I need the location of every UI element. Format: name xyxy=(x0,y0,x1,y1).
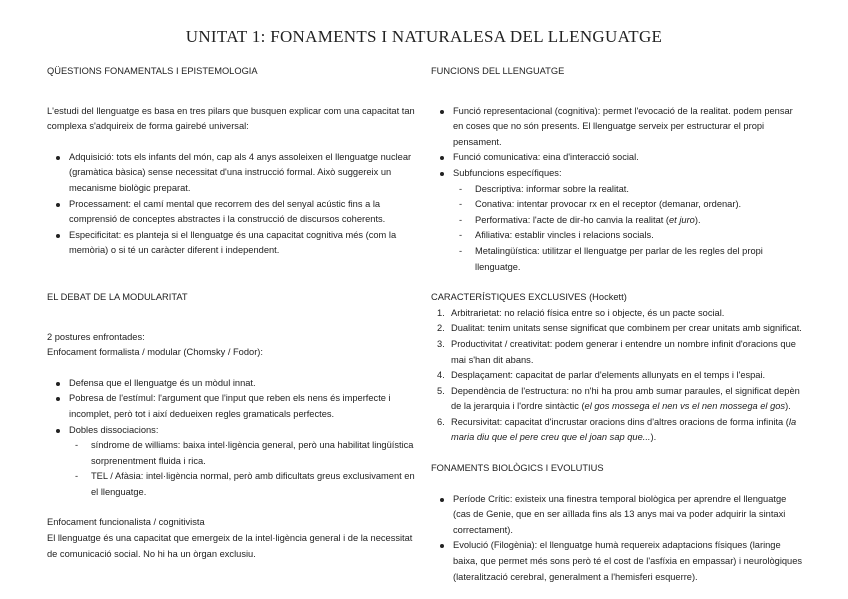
list-item: 2. Dualitat: tenim unitats sense significat que combinem per crear unitats amb significat. xyxy=(437,323,802,334)
list-item: Funció representacional (cognitiva): permet l'evocació de la realitat. podem pensar en coses que no són presents. El llenguatge serveix per estructurar el propi pensament. xyxy=(453,104,803,151)
biology-list xyxy=(431,492,803,586)
section-heading-questions: QÜESTIONS FONAMENTALS I EPISTEMOLOGIA xyxy=(47,66,258,76)
functionalist-heading: Enfocament funcionalista / cognitivista xyxy=(47,517,205,528)
performative-text: Performativa: l'acte de dir-ho canvia la realitat ( xyxy=(475,214,669,225)
list-item-text: Dependència de l'estructura: no n'hi ha prou amb sumar paraules, el significat depèn de la jerarquia i l'ordre sintàctic ( xyxy=(451,385,800,412)
structure-example: el gos mossega el nen vs el nen mossega el gos xyxy=(584,401,786,412)
list-item: Adquisició: tots els infants del món, cap als 4 anys assoleixen el llenguatge nuclear (gramàtica bàsica) sense necessitat d'una instrucció formal. Això suggereix un mecanisme biològic preparat. xyxy=(69,150,417,197)
list-item: Processament: el camí mental que recorrem des del senyal acústic fins a la comprensió de conceptes abstractes i la construcció de discursos coherents. xyxy=(69,197,417,228)
hockett-list xyxy=(431,306,803,446)
list-item: 5. Dependència de l'estructura: no n'hi ha prou amb sumar paraules, el significat depèn de la jerarquia i l'ordre sintàctic (el gos mossega el nen vs el nen mossega el gos). xyxy=(437,385,800,412)
modularity-intro: 2 postures enfrontades: xyxy=(47,331,145,342)
right-column xyxy=(431,64,803,585)
list-item: Pobresa de l'estímul: l'argument que l'input que reben els nens és imperfecte i incomplet, però tot i així dedueixen regles gramaticals perfectes. xyxy=(69,391,417,422)
modularity-formalist-heading: Enfocament formalista / modular (Chomsky / Fodor): xyxy=(47,347,263,358)
list-item: Funció comunicativa: eina d'interacció social. xyxy=(453,150,803,166)
sub-list-item: - TEL / Afàsia: intel·ligència normal, però amb dificultats greus exclusivament en el llenguatge. xyxy=(91,469,417,500)
section-heading-hockett: CARACTERÍSTIQUES EXCLUSIVES (Hockett) xyxy=(431,292,627,303)
list-item: Període Crític: existeix una finestra temporal biològica per aprendre el llenguatge (cas de Genie, que en ser aïllada fins als 13 anys mai va poder adquirir la sintaxi correctament). xyxy=(453,492,803,539)
performative-end: ). xyxy=(694,214,701,225)
list-item-text: Dualitat: tenim unitats sense significat que combinem per crear unitats amb significat. xyxy=(451,323,802,334)
list-item-label: Dobles dissociacions: xyxy=(69,424,159,435)
sub-list-item: - Metalingüística: utilitzar el llenguatge per parlar de les regles del propi llenguatge. xyxy=(475,244,803,275)
sub-list-item: - Descriptiva: informar sobre la realitat. xyxy=(475,182,803,198)
sub-list-item: - Afiliativa: establir vincles i relacions socials. xyxy=(475,228,803,244)
list-item-text: Desplaçament: capacitat de parlar d'elements allunyats en el temps i l'espai. xyxy=(451,370,766,381)
list-item-end: ). xyxy=(650,432,657,443)
section-heading-modularity: EL DEBAT DE LA MODULARITAT xyxy=(47,291,188,302)
list-item xyxy=(453,166,803,275)
modularity-list xyxy=(47,376,417,501)
functions-list xyxy=(431,104,803,276)
list-item-text: Productivitat / creativitat: podem generar i entendre un nombre infinit d'oracions que mai s'han dit abans. xyxy=(451,338,796,365)
list-item-label: Subfuncions específiques: xyxy=(453,167,562,178)
sub-list-item xyxy=(475,213,803,229)
list-item: Defensa que el llenguatge és un mòdul innat. xyxy=(69,376,417,392)
questions-intro: L'estudi del llenguatge es basa en tres pilars que busquen explicar com una capacitat tan complexa s'adquireix de forma gairebé universal: xyxy=(47,105,415,132)
left-column xyxy=(47,64,417,562)
sub-list-item: - síndrome de williams: baixa intel·ligència general, però una habilitat lingüística sorprenentment fluida i rica. xyxy=(91,438,417,469)
list-item: Especificitat: es planteja si el llenguatge és una capacitat cognitiva més (com la memòria) o si té un caràcter diferent i independent. xyxy=(69,228,417,259)
list-item-end: ). xyxy=(785,401,791,412)
list-item: 4. Desplaçament: capacitat de parlar d'elements allunyats en el temps i l'espai. xyxy=(437,370,766,381)
section-heading-biology: FONAMENTS BIOLÒGICS I EVOLUTIUS xyxy=(431,463,604,474)
questions-list xyxy=(47,150,417,259)
list-item: Evolució (Filogènia): el llenguatge humà requereix adaptacions físiques (laringe baixa, que permet més sons però té el cost de l'asfíxia en empassar) i neurològiques (lateralització cerebral, generalment a l'hemisferi esquerre). xyxy=(453,538,803,585)
list-item: 3. Productivitat / creativitat: podem generar i entendre un nombre infinit d'oracions que mai s'han dit abans. xyxy=(437,338,796,365)
performative-example: et juro xyxy=(669,214,695,225)
sub-list-item: - Conativa: intentar provocar rx en el receptor (demanar, ordenar). xyxy=(475,197,803,213)
list-item-text: Arbitrarietat: no relació física entre so i objecte, és un pacte social. xyxy=(451,307,725,318)
subfunctions-sublist xyxy=(453,182,803,276)
recursion-example: la maria diu que el pere creu que el joan sap que... xyxy=(451,416,797,443)
list-item-text: Recursivitat: capacitat d'incrustar oracions dins d'altres oracions de forma infinita ( xyxy=(451,416,789,427)
list-item: 6. Recursivitat: capacitat d'incrustar oracions dins d'altres oracions de forma infinita (la maria diu que el pere creu que el joan sap que...). xyxy=(437,416,797,443)
functionalist-text: El llenguatge és una capacitat que emergeix de la intel·ligència general i de la necessitat de comunicació social. No hi ha un òrgan exclusiu. xyxy=(47,533,413,559)
dissociations-sublist xyxy=(69,438,417,500)
list-item xyxy=(69,423,417,501)
section-heading-functions: FUNCIONS DEL LLENGUATGE xyxy=(431,66,565,76)
list-item: 1. Arbitrarietat: no relació física entre so i objecte, és un pacte social. xyxy=(437,307,725,318)
page-title: UNITAT 1: FONAMENTS I NATURALESA DEL LLENGUATGE xyxy=(185,27,663,46)
